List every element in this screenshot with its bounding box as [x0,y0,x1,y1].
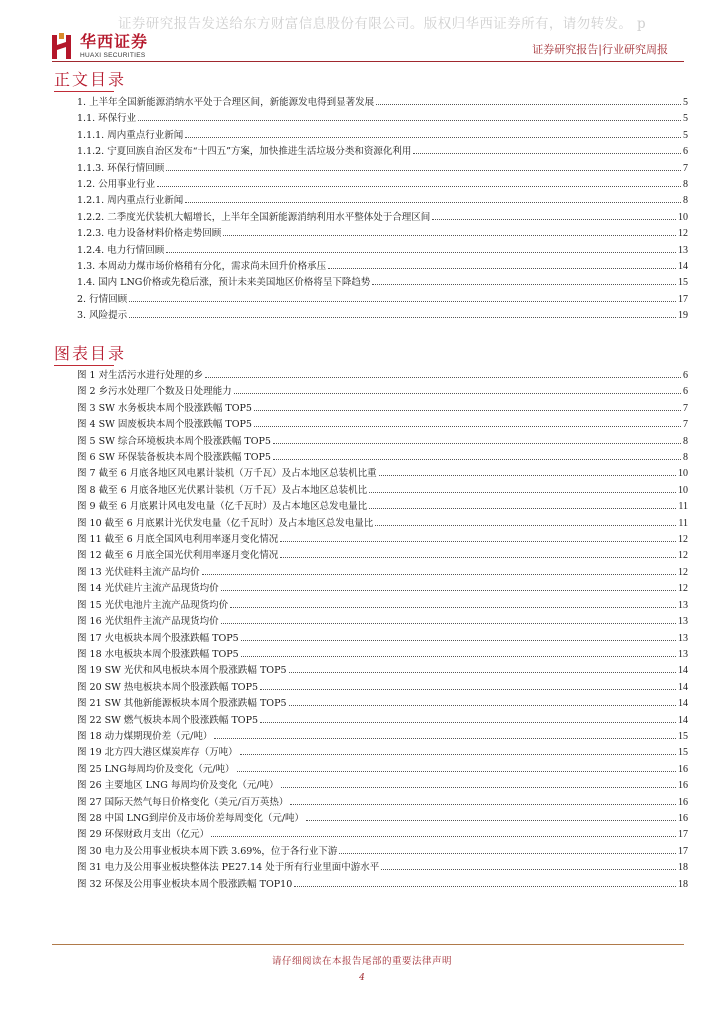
toc-entry[interactable] [77,128,688,144]
figure-entry[interactable] [77,466,688,482]
figure-entry[interactable] [77,680,688,696]
toc-entry-label: 2. 行情回顾 [77,293,128,305]
figure-entry[interactable] [77,877,688,893]
figure-entry[interactable] [77,647,688,663]
figure-entry-label: 图 1 对生活污水进行处理的乡 [77,370,204,381]
legal-note: 请仔细阅读在本报告尾部的重要法律声明 [271,956,452,967]
dot-leader [241,640,676,641]
figure-entry-page: 6 [683,386,688,398]
dot-leader [237,771,676,772]
toc-entry-label: 1.2.3. 电力设备材料价格走势回顾 [77,228,222,240]
dot-leader [339,853,676,854]
figure-entry-page: 16 [678,763,688,775]
figure-entry-page: 7 [683,419,688,431]
figure-entry-page: 17 [678,845,688,857]
figure-entry-label: 图 14 光伏硅片主流产品现货均价 [77,583,219,595]
figure-entry-label: 图 6 SW 环保装备板块本周个股涨跌幅 TOP5 [77,452,271,464]
figure-entry-label: 图 11 截至 6 月底全国风电利用率逐月变化情况 [77,534,279,546]
dot-leader [372,284,676,285]
figure-entry[interactable] [77,811,688,827]
figures-title [54,341,126,364]
figure-entry[interactable] [77,729,688,745]
figure-entry[interactable] [77,368,688,384]
figure-entry-page: 11 [678,517,688,529]
report-type: 证券研究报告|行业研究周报 [532,43,668,56]
toc-entry-label: 1.1.2. 宁夏回族自治区发布“十四五”方案，加快推进生活垃圾分类和资源化利用 [77,146,412,158]
figure-entry-page: 12 [678,550,688,562]
toc-entry-page: 6 [683,146,688,158]
toc-entry[interactable] [77,243,688,259]
figure-entry[interactable] [77,516,688,532]
toc-entry-page: 5 [683,129,688,141]
toc-entry-page: 19 [678,310,688,322]
figure-entry-label: 图 20 SW 热电板块本周个股涨跌幅 TOP5 [77,681,259,693]
toc-entry-page: 8 [683,195,688,207]
figure-entry-label: 图 18 动力煤期现价差（元/吨） [77,730,213,742]
dot-leader [129,317,676,318]
figure-entry-label: 图 26 主要地区 LNG 每周均价及变化（元/吨） [77,780,279,792]
figure-entry-label: 图 7 截至 6 月底各地区风电累计装机（万千瓦）及占本地区总装机比重 [77,468,377,480]
figure-entry[interactable] [77,827,688,843]
toc-entry-page: 17 [678,293,688,305]
figure-entry[interactable] [77,778,688,794]
dot-leader [254,426,681,427]
figure-entry-page: 16 [678,780,688,792]
figure-entry[interactable] [77,450,688,466]
toc-entry[interactable] [77,259,688,275]
toc-entry[interactable] [77,177,688,193]
figure-entry[interactable] [77,795,688,811]
figure-entry-label: 图 16 光伏组件主流产品现货均价 [77,616,219,628]
toc-entry-label: 1.1.1. 周内重点行业新闻 [77,129,184,141]
toc-entry-page: 7 [683,162,688,174]
header-divider [52,61,684,62]
figure-entry-label: 图 12 截至 6 月底全国光伏利用率逐月变化情况 [77,550,279,562]
toc-entry-label: 1.2.4. 电力行情回顾 [77,244,165,256]
watermark: 证券研究报告发送给东方财富信息股份有限公司。版权归华西证券所有，请勿转发。 p [118,16,647,32]
figure-entry[interactable] [77,548,688,564]
toc-entry-label: 1.3. 本周动力煤市场价格稍有分化，需求尚未回升价格承压 [77,261,327,273]
dot-leader [413,153,681,154]
toc-entry[interactable] [77,275,688,291]
dot-leader [214,738,676,739]
figure-entry-label: 图 3 SW 水务板块本周个股涨跌幅 TOP5 [77,402,252,414]
figure-entry-label: 图 19 北方四大港区煤炭库存（万吨） [77,747,238,759]
figure-entry-label: 图 15 光伏电池片主流产品现货均价 [77,599,229,611]
dot-leader [138,120,681,121]
toc-title-text: 正文目录 [54,70,127,89]
toc-entry-page: 5 [683,97,688,108]
dot-leader [376,104,681,105]
toc-entry-label: 1.4. 国内 LNG价格或先稳后涨，预计未来美国地区价格将呈下降趋势 [77,277,371,289]
figure-entry[interactable] [77,401,688,417]
dot-leader [289,705,676,706]
figure-entry-label: 图 27 国际天然气每日价格变化（美元/百万英热） [77,796,289,808]
figure-entry-page: 16 [678,796,688,808]
figure-entry[interactable] [77,860,688,876]
toc-entry[interactable] [77,226,688,242]
toc-entry[interactable] [77,308,688,324]
figure-entry[interactable] [77,696,688,712]
dot-leader [205,377,681,378]
figures-title-text: 图表目录 [54,344,127,363]
figure-entry[interactable] [77,434,688,450]
dot-leader [185,202,681,203]
dot-leader [328,268,676,269]
dot-leader [166,252,676,253]
figure-entry[interactable] [77,581,688,597]
figure-entry[interactable] [77,614,688,630]
toc-entry-label: 1.1. 环保行业 [77,113,137,125]
dot-leader [306,820,676,821]
toc-entry[interactable] [77,95,688,111]
figure-entry-label: 图 17 火电板块本周个股涨跌幅 TOP5 [77,632,239,644]
toc-title [54,67,126,90]
logo [52,33,148,61]
figure-entry[interactable] [77,598,688,614]
toc-entry-page: 12 [678,228,688,240]
figure-entry[interactable] [77,713,688,729]
figure-entry-page: 15 [678,730,688,742]
dot-leader [254,410,681,411]
dot-leader [234,393,681,394]
figure-entry-page: 11 [678,501,688,513]
figure-entry[interactable] [77,499,688,515]
toc-entry[interactable] [77,193,688,209]
dot-leader [260,689,676,690]
dot-leader [375,525,676,526]
dot-leader [260,722,676,723]
toc-entry[interactable] [77,292,688,308]
dot-leader [241,656,676,657]
figure-entry-page: 18 [678,862,688,874]
figure-entry-page: 14 [678,714,688,726]
figure-entry-page: 13 [678,616,688,628]
figure-entry[interactable] [77,844,688,860]
figure-entry[interactable] [77,417,688,433]
toc-entry[interactable] [77,144,688,160]
toc-entry-label: 1.2.1. 周内重点行业新闻 [77,195,184,207]
dot-leader [129,301,676,302]
figure-entry-page: 6 [683,370,688,381]
dot-leader [273,443,681,444]
figure-entry-label: 图 22 SW 燃气板块本周个股涨跌幅 TOP5 [77,714,259,726]
toc-list [77,95,688,325]
figure-entry[interactable] [77,384,688,400]
figures-list [77,368,688,893]
figure-entry[interactable] [77,565,688,581]
figure-entry-page: 13 [678,632,688,644]
figure-entry-page: 18 [678,878,688,890]
figure-entry-label: 图 29 环保财政月支出（亿元） [77,829,210,841]
toc-entry-label: 1.2. 公用事业行业 [77,179,156,191]
figure-entry-label: 图 4 SW 固废板块本周个股涨跌幅 TOP5 [77,419,252,431]
figure-entry-label: 图 2 乡污水处理厂个数及日处理能力 [77,386,232,398]
dot-leader [432,219,676,220]
figure-entry-label: 图 10 截至 6 月底累计光伏发电量（亿千瓦时）及占本地区总发电量比 [77,517,374,529]
huaxi-logo-icon [52,33,74,61]
page-number: 4 [359,973,365,983]
toc-entry[interactable] [77,210,688,226]
toc-entry-page: 15 [678,277,688,289]
figure-entry-page: 13 [678,599,688,611]
figure-entry-page: 12 [678,583,688,595]
figure-entry-page: 8 [683,452,688,464]
figure-entry-label: 图 28 中国 LNG到岸价及市场价差每周变化（元/吨） [77,812,305,824]
dot-leader [202,574,676,575]
figure-entry-label: 图 32 环保及公用事业板块本周个股涨跌幅 TOP10 [77,878,293,890]
figure-entry-page: 10 [678,468,688,480]
toc-entry-page: 8 [683,179,688,191]
figure-entry-page: 17 [678,829,688,841]
toc-entry-page: 5 [683,113,688,125]
dot-leader [157,186,681,187]
figure-entry-page: 10 [678,484,688,496]
figure-entry-page: 14 [678,698,688,710]
toc-entry-page: 13 [678,244,688,256]
logo-english: HUAXI SECURITIES [80,52,146,60]
figure-entry-page: 8 [683,435,688,447]
dot-leader [369,508,676,509]
figure-entry[interactable] [77,663,688,679]
dot-leader [280,557,676,558]
figure-entry[interactable] [77,745,688,761]
figure-entry-label: 图 8 截至 6 月底各地区光伏累计装机（万千瓦）及占本地区总装机比 [77,484,368,496]
dot-leader [240,754,676,755]
figure-entry-page: 14 [678,665,688,677]
figure-entry[interactable] [77,483,688,499]
dot-leader [289,672,676,673]
dot-leader [166,170,681,171]
figure-entry-page: 7 [683,402,688,414]
toc-entry[interactable] [77,111,688,127]
dot-leader [221,590,676,591]
logo-chinese: 华西证券 [80,32,149,52]
toc-entry-label: 1.2.2. 二季度光伏装机大幅增长，上半年全国新能源消纳利用水平整体处于合理区间 [77,211,431,223]
dot-leader [273,459,681,460]
toc-entry-label: 1.1.3. 环保行情回顾 [77,162,165,174]
dot-leader [369,492,676,493]
figure-entry[interactable] [77,532,688,548]
dot-leader [185,137,681,138]
figure-entry-label: 图 31 电力及公用事业板块整体法 PE27.14 处于所有行业里面中游水平 [77,862,380,874]
dot-leader [294,886,676,887]
figure-entry-page: 12 [678,566,688,578]
dot-leader [379,475,676,476]
figure-entry-label: 图 13 光伏硅料主流产品均价 [77,566,200,578]
dot-leader [223,235,676,236]
figure-entry-label: 图 25 LNG每周均价及变化（元/吨） [77,763,235,775]
toc-entry-page: 14 [678,261,688,273]
dot-leader [221,623,676,624]
figure-entry-label: 图 21 SW 其他新能源板块本周个股涨跌幅 TOP5 [77,698,287,710]
toc-entry-label: 3. 风险提示 [77,310,128,322]
figure-entry-page: 15 [678,747,688,759]
dot-leader [230,607,676,608]
toc-entry[interactable] [77,161,688,177]
toc-entry-page: 10 [678,211,688,223]
dot-leader [211,836,676,837]
dot-leader [280,541,676,542]
toc-entry-label: 1. 上半年全国新能源消纳水平处于合理区间，新能源发电得到显著发展 [77,97,375,108]
dot-leader [290,804,676,805]
figure-entry-label: 图 18 水电板块本周个股涨跌幅 TOP5 [77,648,239,660]
figure-entry-label: 图 9 截至 6 月底累计风电发电量（亿千瓦时）及占本地区总发电量比 [77,501,368,513]
figure-entry[interactable] [77,631,688,647]
figure-entry[interactable] [77,762,688,778]
figure-entry-label: 图 30 电力及公用事业板块本周下跌 3.69%，位于各行业下游 [77,845,338,857]
figure-entry-label: 图 5 SW 综合环境板块本周个股涨跌幅 TOP5 [77,435,271,447]
figure-entry-page: 14 [678,681,688,693]
figure-entry-page: 16 [678,812,688,824]
dot-leader [281,787,676,788]
figure-entry-page: 12 [678,534,688,546]
figure-entry-label: 图 19 SW 光伏和风电板块本周个股涨跌幅 TOP5 [77,665,287,677]
footer-divider [52,944,684,945]
figure-entry-page: 13 [678,648,688,660]
dot-leader [381,869,676,870]
